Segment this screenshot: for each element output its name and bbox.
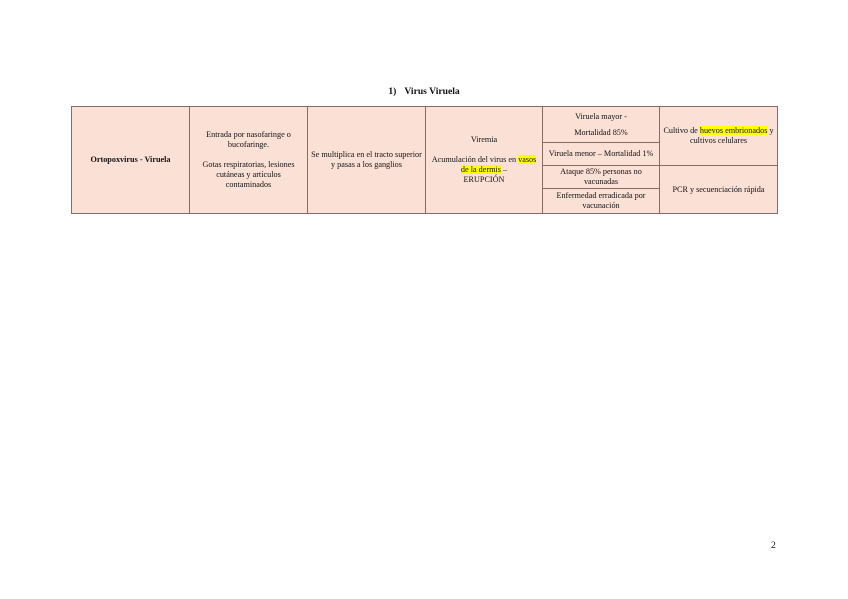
major-smallpox-cell <box>543 107 660 143</box>
major-smallpox-mortality: Mortalidad 85% <box>574 127 628 137</box>
attack-rate-cell: Ataque 85% personas no vacunadas <box>543 166 660 189</box>
highlight-eggs: huevos embrionados <box>699 126 768 135</box>
viremia-cell <box>426 107 543 214</box>
section-heading <box>0 86 848 97</box>
minor-smallpox-cell: Viruela menor – Mortalidad 1% <box>543 143 660 166</box>
pcr-cell: PCR y secuenciación rápida <box>660 166 778 214</box>
section-number: 1) <box>388 86 397 97</box>
virus-table <box>71 106 778 214</box>
multiplication-cell: Se multiplica en el tracto superior y pasas a los ganglios <box>308 107 426 214</box>
transmission-sources: Gotas respiratorias, lesiones cutáneas y artículos contaminados <box>202 160 295 189</box>
eruption-label: ERUPCIÓN <box>463 175 505 184</box>
eradication-cell: Enfermedad erradicada por vacunación <box>543 189 660 214</box>
highlight-dermis: vasos de la dermis <box>460 155 537 174</box>
entry-route: Entrada por nasofaringe o bucofaringe. <box>206 130 291 149</box>
entry-cell <box>190 107 308 214</box>
section-title: Virus Viruela <box>404 86 460 97</box>
viremia-title: Viremia <box>470 135 498 144</box>
agent-cell: Ortopoxvirus - Viruela <box>72 107 190 214</box>
major-smallpox-label: Viruela mayor - <box>575 111 627 121</box>
culture-cell: Cultivo de huevos embrionados y cultivos celulares <box>660 107 778 166</box>
page-number: 2 <box>771 540 776 551</box>
viremia-description: Acumulación del virus en vasos de la dermis – <box>431 155 537 174</box>
